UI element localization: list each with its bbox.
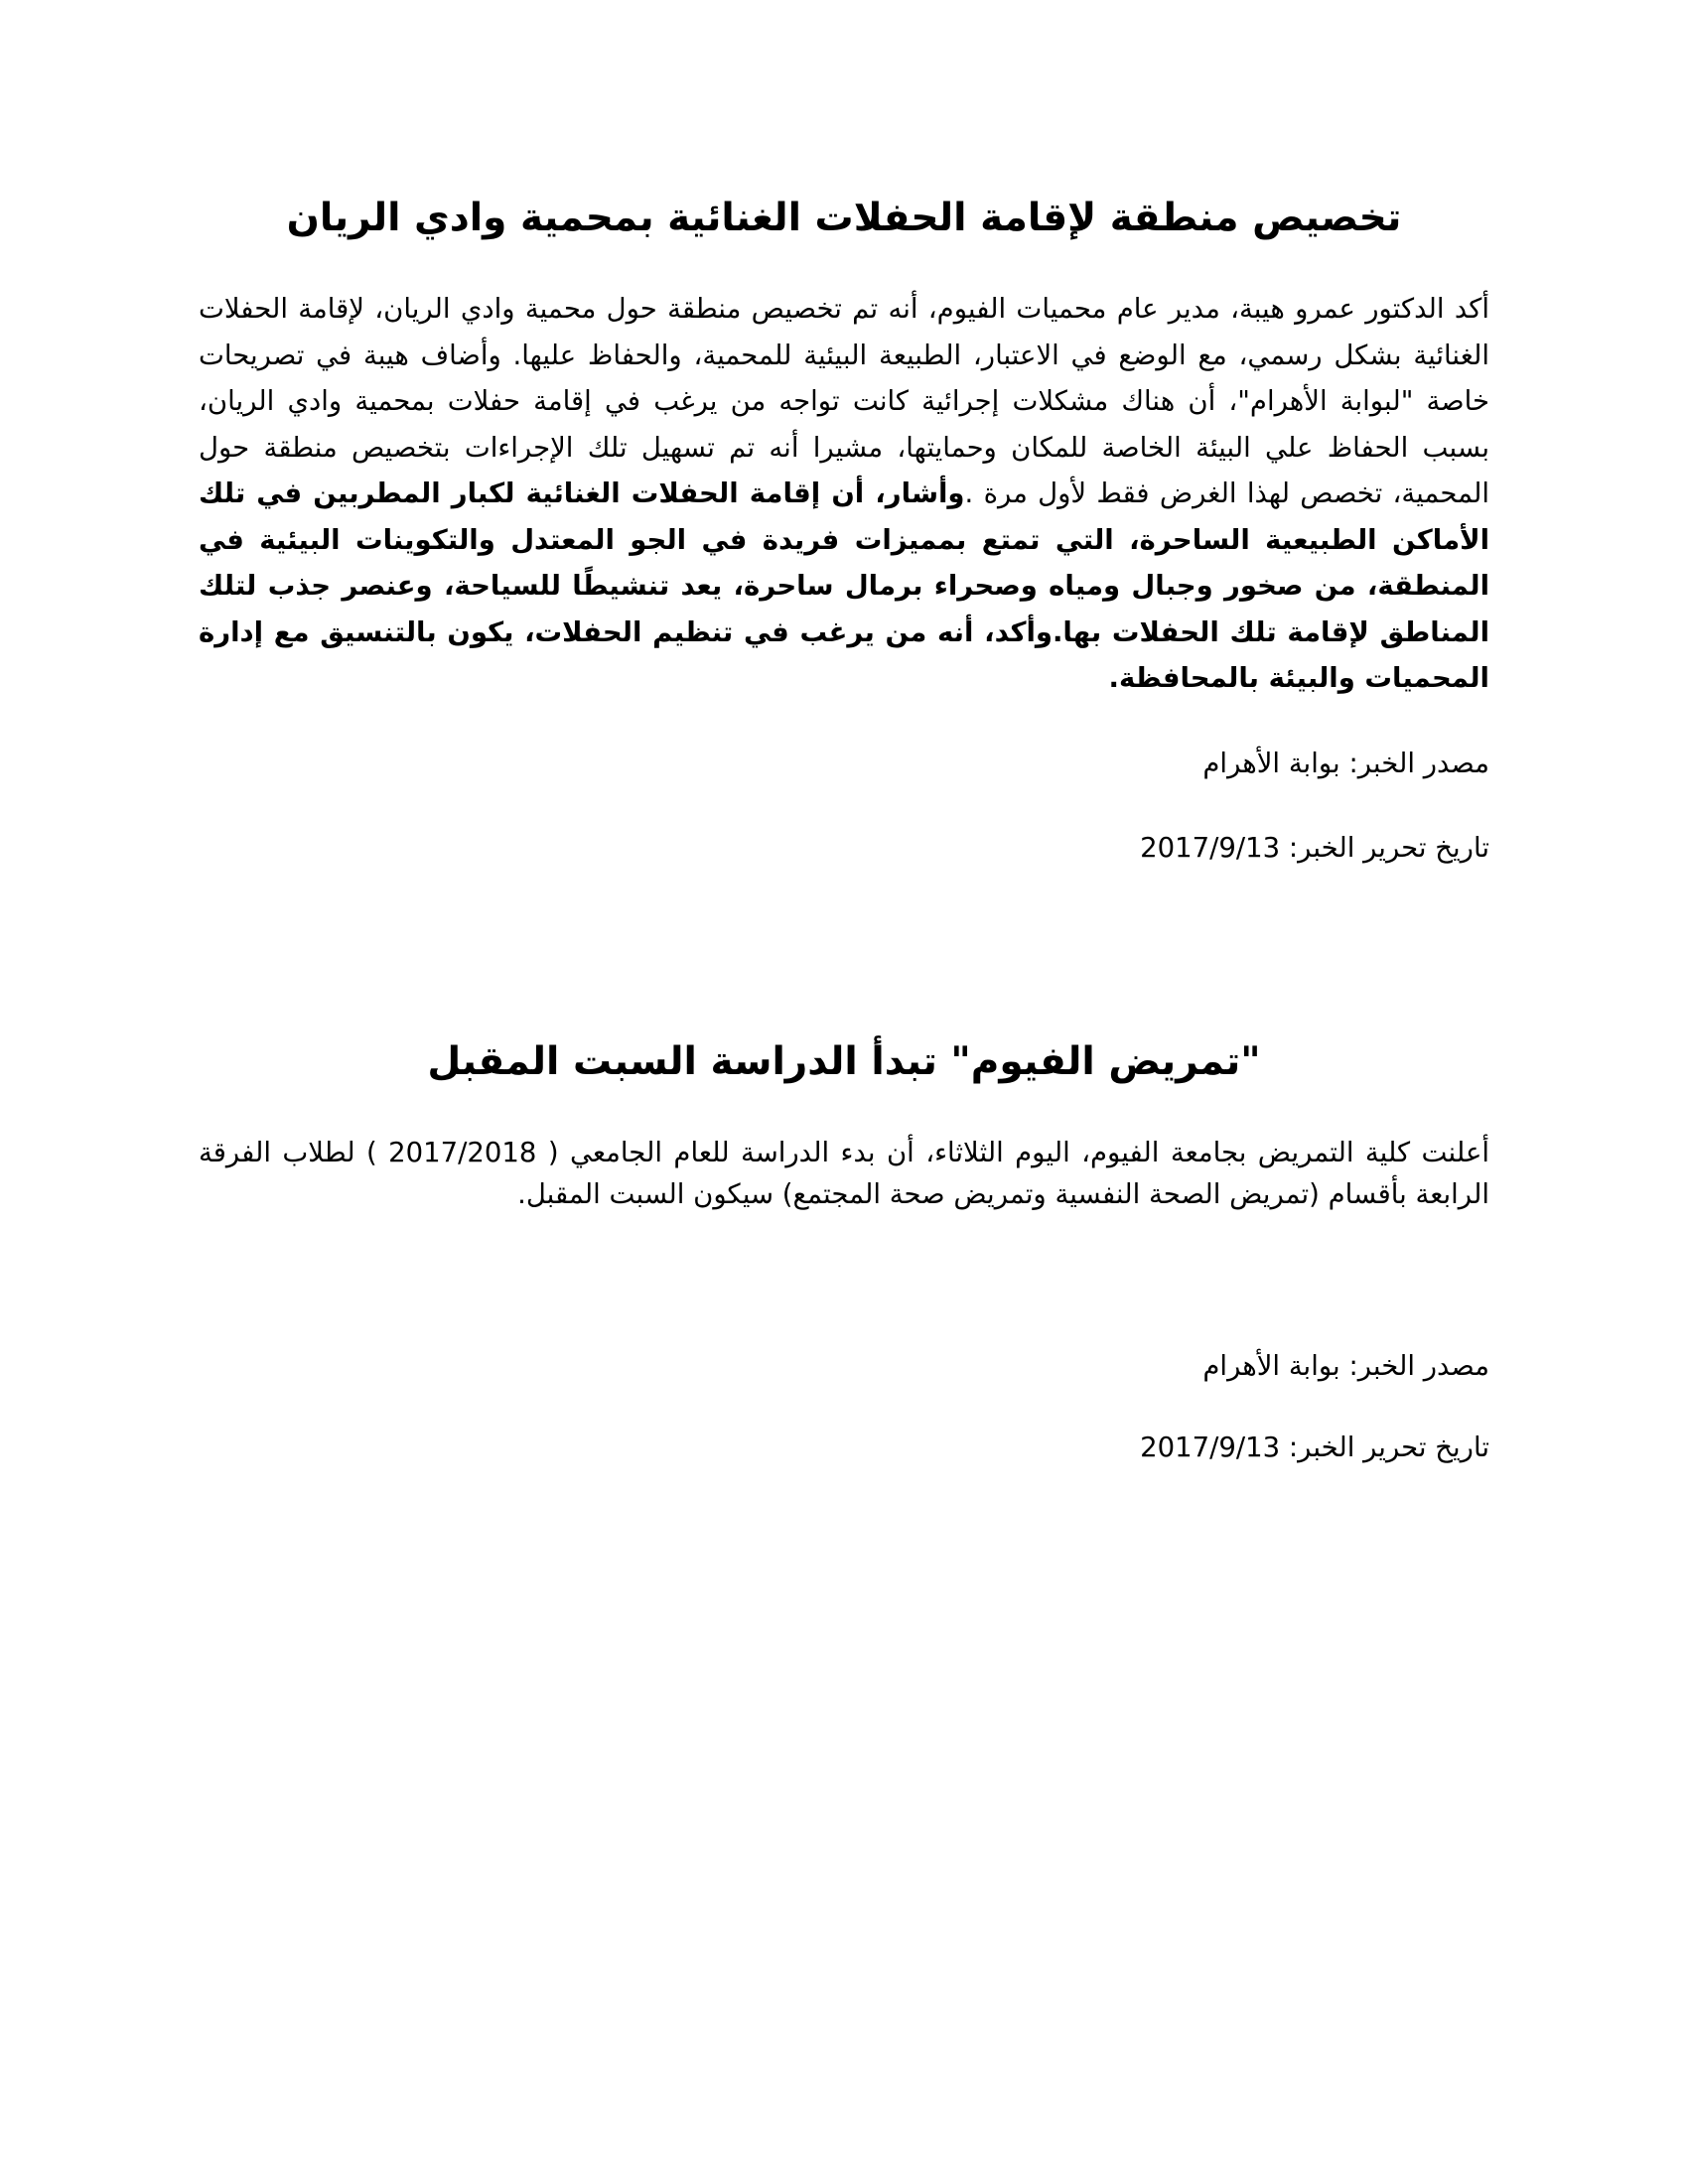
news-article-wadi-rayan [199,189,1489,868]
news-date: تاريخ تحرير الخبر: 2017/9/13 [1140,1432,1489,1463]
news-date: تاريخ تحرير الخبر: 2017/9/13 [1140,831,1489,864]
article-headline: تخصيص منطقة لإقامة الحفلات الغنائية بمحمية وادي الريان [286,196,1402,240]
article-body [199,1132,1489,1215]
article-body-bold: وأشار، أن إقامة الحفلات الغنائية لكبار المطربين في تلك الأماكن الطبيعية الساحرة، التي تمتع بمميزات فريدة في الجو المعتدل والتكوينات البيئية في المنطقة، من صخور وجبال ومياه وصحراء برمال ساحرة، يعد تنشيطًا للسياحة، وعنصر جذب لتلك المناطق لإقامة تلك الحفلات بها.وأكد، أنه من يرغب في تنظيم الحفلات، يكون بالتنسيق مع إدارة المحميات والبيئة بالمحافظة. [199,478,1489,694]
article-body [199,286,1489,702]
news-source: مصدر الخبر: بوابة الأهرام [1202,747,1489,779]
article-body-regular: أعلنت كلية التمريض بجامعة الفيوم، اليوم الثلاثاء، أن بدء الدراسة للعام الجامعي ( 2017/2018 ) لطلاب الفرقة الرابعة بأقسام (تمريض الصحة النفسية وتمريض صحة المجتمع) سيكون السبت المقبل. [199,1137,1490,1210]
article-body-regular: أكد الدكتور عمرو هيبة، مدير عام محميات الفيوم، أنه تم تخصيص منطقة حول محمية وادي الريان، لإقامة الحفلات الغنائية بشكل رسمي، مع الوضع في الاعتبار، الطبيعة البيئية للمحمية، والحفاظ عليها. وأضاف هيبة في تصريحات خاصة "لبوابة الأهرام"، أن هناك مشكلات إجرائية كانت تواجه من يرغب في إقامة حفلات بمحمية وادي الريان، بسبب الحفاظ علي البيئة الخاصة للمكان وحمايتها، مشيرا أنه تم تسهيل تلك الإجراءات بتخصيص منطقة حول المحمية، تخصص لهذا الغرض فقط لأول مرة . [199,293,1489,509]
news-source: مصدر الخبر: بوابة الأهرام [1202,1350,1489,1382]
article-headline: "تمريض الفيوم" تبدأ الدراسة السبت المقبل [427,1039,1261,1084]
news-article-fayoum-nursing [199,1032,1489,1467]
